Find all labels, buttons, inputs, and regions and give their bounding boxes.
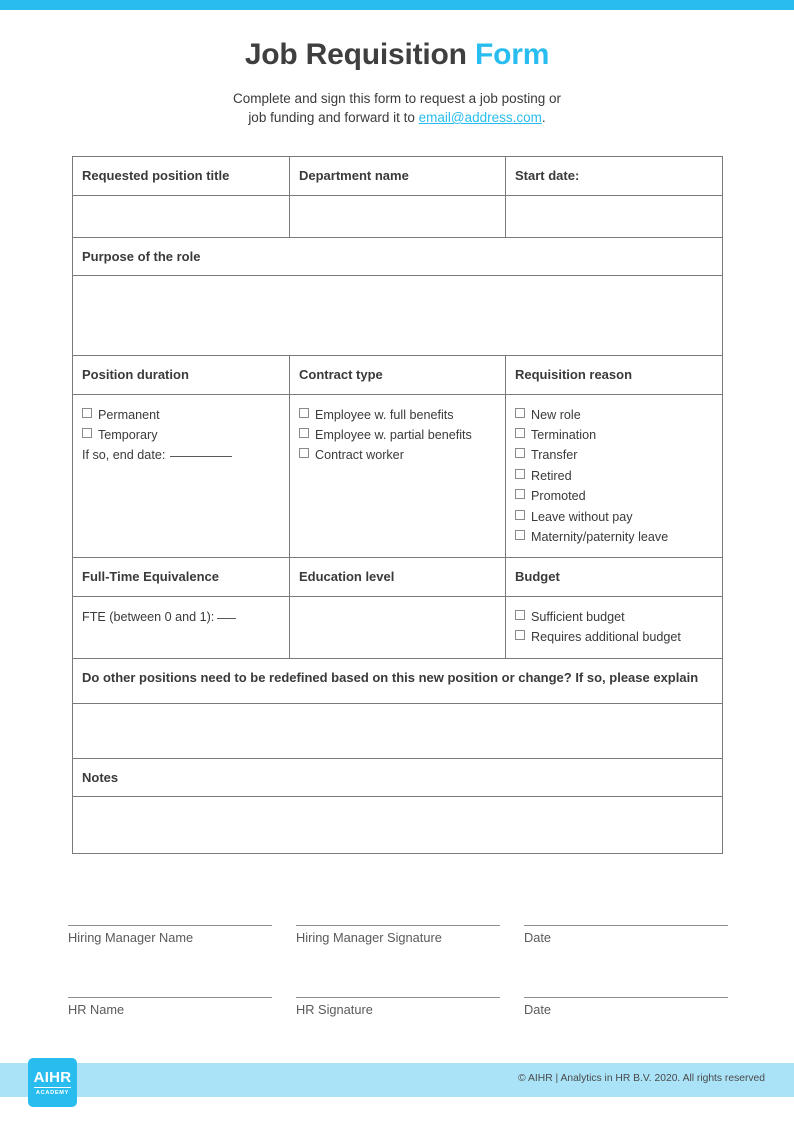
field-department-name[interactable] — [290, 195, 506, 237]
signature-label: Hiring Manager Signature — [296, 930, 442, 945]
signature-line — [296, 925, 500, 926]
table-row-notes-header — [73, 758, 723, 797]
cell-requested-position-title-header — [73, 157, 290, 196]
checkbox-icon[interactable] — [515, 448, 525, 458]
checkbox-label: Transfer — [531, 448, 578, 463]
label-end-date: If so, end date: — [82, 448, 166, 463]
signature-row-hr — [68, 997, 728, 1019]
table-row-position-inputs — [73, 195, 723, 237]
cell-full-time-equivalence-header — [73, 558, 290, 597]
checkbox-option-retired[interactable] — [515, 466, 713, 486]
table-row-redefine-question — [73, 658, 723, 703]
label-education-level: Education level — [299, 569, 395, 585]
cell-start-date-header — [506, 157, 723, 196]
checkbox-label: Contract worker — [315, 448, 404, 463]
checkbox-label: Requires additional budget — [531, 630, 681, 645]
cell-position-duration-options — [73, 394, 290, 558]
checkbox-label: New role — [531, 407, 581, 422]
checkbox-option-new-role[interactable] — [515, 405, 713, 425]
field-purpose-of-the-role[interactable] — [73, 276, 723, 356]
checkbox-option-transfer[interactable] — [515, 445, 713, 465]
checkbox-icon[interactable] — [515, 610, 525, 620]
signature-field-hr-signature[interactable] — [296, 997, 524, 1019]
checkbox-icon[interactable] — [515, 530, 525, 540]
checkbox-option-promoted[interactable] — [515, 486, 713, 506]
page-title — [0, 38, 794, 73]
table-row-fte-headers — [73, 558, 723, 597]
checkbox-label: Employee w. full benefits — [315, 407, 454, 422]
checkbox-label: Permanent — [98, 407, 160, 422]
checkbox-icon[interactable] — [299, 448, 309, 458]
table-row-notes-input — [73, 797, 723, 854]
checkbox-option-leave-without-pay[interactable] — [515, 507, 713, 527]
field-start-date[interactable] — [506, 195, 723, 237]
signature-line — [68, 925, 272, 926]
end-date-blank[interactable] — [170, 456, 232, 457]
cell-notes-header — [73, 758, 723, 797]
cell-position-duration-header — [73, 356, 290, 395]
field-education-level[interactable] — [290, 596, 506, 658]
checkbox-option-maternity-paternity-leave[interactable] — [515, 527, 713, 547]
cell-contract-type-options — [290, 394, 506, 558]
label-budget: Budget — [515, 569, 560, 585]
cell-redefine-question — [73, 658, 723, 703]
subtitle-line-2-prefix: job funding and forward it to — [248, 110, 419, 126]
signature-line — [524, 925, 728, 926]
checkbox-icon[interactable] — [515, 408, 525, 418]
table-row-fte-inputs — [73, 596, 723, 658]
cell-department-name-header — [290, 157, 506, 196]
checkbox-option-sufficient-budget[interactable] — [515, 607, 713, 627]
document-header — [0, 38, 794, 128]
signature-field-hiring-manager-name[interactable] — [68, 925, 296, 947]
signature-line — [296, 997, 500, 998]
table-row-purpose-header — [73, 237, 723, 276]
checkbox-option-employee-partial-benefits[interactable] — [299, 425, 496, 445]
table-row-position-headers — [73, 157, 723, 196]
cell-fte-input[interactable] — [73, 596, 290, 658]
checkbox-icon[interactable] — [515, 510, 525, 520]
table-row-options — [73, 394, 723, 558]
cell-budget-options — [506, 596, 723, 658]
label-requested-position-title: Requested position title — [82, 168, 230, 183]
checkbox-label: Leave without pay — [531, 509, 633, 524]
checkbox-label: Temporary — [98, 428, 158, 443]
checkbox-icon[interactable] — [299, 408, 309, 418]
checkbox-option-temporary[interactable] — [82, 425, 280, 445]
checkbox-label: Termination — [531, 428, 597, 443]
field-notes[interactable] — [73, 797, 723, 854]
footer-copyright: © AIHR | Analytics in HR B.V. 2020. All rights reserved — [518, 1073, 765, 1084]
signature-field-hr-name[interactable] — [68, 997, 296, 1019]
top-accent-bar — [0, 0, 794, 10]
checkbox-option-requires-additional-budget[interactable] — [515, 627, 713, 647]
table-row-redefine-input — [73, 703, 723, 758]
signature-label: Date — [524, 1001, 552, 1017]
checkbox-icon[interactable] — [515, 489, 525, 499]
table-row-purpose-input — [73, 276, 723, 356]
signature-line — [524, 997, 728, 998]
label-notes: Notes — [82, 769, 119, 785]
page-title-accent: Form — [474, 38, 550, 71]
signature-field-hiring-manager-signature[interactable] — [296, 925, 524, 947]
subtitle-line-1: Complete and sign this form to request a job posting or — [233, 90, 561, 106]
page-title-main: Job Requisition — [244, 38, 467, 71]
signature-row-hiring-manager — [68, 925, 728, 947]
label-contract-type: Contract type — [299, 367, 383, 383]
signature-line — [68, 997, 272, 998]
label-full-time-equivalence: Full-Time Equivalence — [82, 569, 220, 585]
checkbox-icon[interactable] — [515, 469, 525, 479]
cell-purpose-header — [73, 237, 723, 276]
fte-blank[interactable] — [217, 618, 236, 619]
label-position-duration: Position duration — [82, 367, 189, 383]
signature-label: HR Signature — [296, 1001, 373, 1017]
checkbox-icon[interactable] — [299, 428, 309, 438]
signature-label: Date — [524, 930, 552, 945]
checkbox-label: Maternity/paternity leave — [531, 529, 669, 544]
signature-field-hiring-manager-date[interactable] — [524, 925, 728, 947]
signature-block — [68, 925, 728, 1018]
checkbox-icon[interactable] — [515, 428, 525, 438]
label-redefine-question: Do other positions need to be redefined based on this new position or change? If so, please explain — [82, 669, 699, 685]
checkbox-option-permanent[interactable] — [82, 405, 280, 425]
checkbox-icon[interactable] — [515, 630, 525, 640]
label-fte: FTE (between 0 and 1): — [82, 609, 215, 624]
field-requested-position-title[interactable] — [73, 195, 290, 237]
document-subtitle — [0, 89, 794, 128]
cell-budget-header — [506, 558, 723, 597]
checkbox-option-termination[interactable] — [515, 425, 713, 445]
logo-wordmark: AIHR — [34, 1058, 72, 1088]
checkbox-option-contract-worker[interactable] — [299, 445, 496, 465]
cell-education-level-header — [290, 558, 506, 597]
cell-requisition-reason-header — [506, 356, 723, 395]
table-row-duration-headers — [73, 356, 723, 395]
cell-contract-type-header — [290, 356, 506, 395]
email-link[interactable]: email@address.com — [418, 110, 542, 126]
checkbox-label: Retired — [531, 468, 572, 483]
field-redefine-explanation[interactable] — [73, 703, 723, 758]
cell-requisition-reason-options — [506, 394, 723, 558]
label-start-date: Start date: — [515, 168, 580, 183]
subtitle-line-2-suffix: . — [541, 110, 546, 126]
checkbox-label: Promoted — [531, 489, 586, 504]
signature-field-hr-date[interactable] — [524, 997, 728, 1019]
checkbox-option-employee-full-benefits[interactable] — [299, 405, 496, 425]
checkbox-icon[interactable] — [82, 428, 92, 438]
signature-label: HR Name — [68, 1001, 125, 1017]
label-purpose-of-the-role: Purpose of the role — [82, 248, 201, 264]
checkbox-label: Employee w. partial benefits — [315, 428, 472, 443]
requisition-form-table — [72, 156, 723, 854]
logo-tagline: ACADEMY — [35, 1090, 70, 1096]
checkbox-label: Sufficient budget — [531, 609, 625, 624]
signature-label: Hiring Manager Name — [68, 930, 194, 945]
checkbox-icon[interactable] — [82, 408, 92, 418]
aihr-logo — [28, 1058, 77, 1107]
label-department-name: Department name — [299, 168, 409, 183]
field-end-date[interactable] — [82, 445, 280, 465]
field-fte[interactable] — [73, 597, 289, 637]
label-requisition-reason: Requisition reason — [515, 367, 633, 383]
